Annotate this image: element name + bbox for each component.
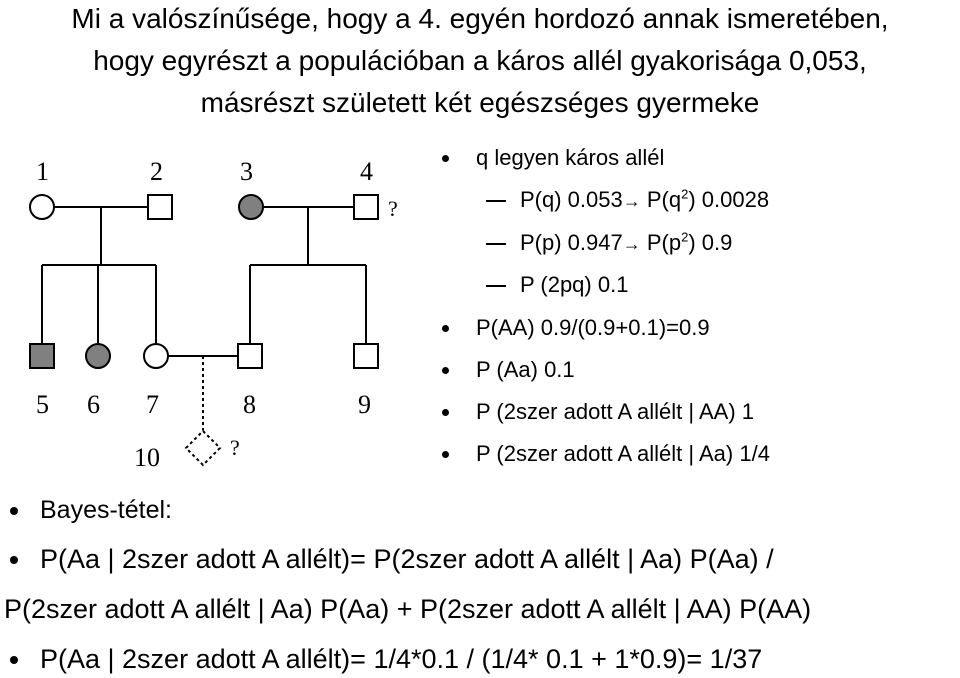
individual-8-male [238, 344, 262, 368]
question-mark-4: ? [388, 196, 398, 221]
label-9: 9 [358, 390, 371, 419]
label-1: 1 [36, 157, 49, 186]
arrow-icon: → [622, 234, 641, 254]
bullet-dot [10, 556, 18, 564]
label-8: 8 [243, 390, 256, 419]
label-5: 5 [36, 390, 49, 419]
bullet-dot [442, 451, 449, 458]
bayes-formula-line-2: P(2szer adott A allélt | Aa) P(Aa) + P(2szer adott A allélt | AA) P(AA) [4, 594, 812, 624]
dash [486, 243, 506, 245]
label-2: 2 [150, 157, 163, 186]
bullet-dot [442, 155, 449, 162]
individual-1-female [30, 195, 54, 219]
individual-6-affected-female [86, 344, 110, 368]
sub-bullet-q: P(q) $0.053\to P(q^2)$ 0.0028 [520, 186, 769, 215]
label-3: 3 [240, 157, 253, 186]
bayes-formula-line-1: P(Aa | 2szer adott A allélt)= P(2szer adott A allélt | Aa) P(Aa) / [40, 542, 774, 576]
individual-9-male [354, 344, 378, 368]
title-line-2: hogy egyrészt a populációban a káros allél gyakorisága 0,053, [93, 45, 867, 76]
arrow-icon: → [622, 191, 641, 211]
bullet-dot [10, 507, 18, 515]
bullet-cond-aa: P (2szer adott A allélt | AA) 1 [476, 398, 754, 426]
dash [486, 285, 506, 287]
bayes-result: P(Aa | 2szer adott A allélt)= 1/4*0.1 / (1/4* 0.1 + 1*0.9)= 1/37 [40, 642, 762, 676]
individual-10-unborn [186, 431, 220, 465]
individual-4-male [354, 195, 378, 219]
sub-bullet-p: P(p) $0.947\to P(p^2)$ 0.9 [520, 229, 732, 258]
bullet-p-aa-hetero: P (Aa) 0.1 [476, 356, 575, 384]
individual-3-affected-female [239, 195, 263, 219]
pedigree-chart [0, 140, 430, 480]
bullet-dot [442, 409, 449, 416]
bullet-dot [10, 656, 18, 664]
question-mark-10: ? [230, 435, 240, 460]
label-4: 4 [360, 157, 373, 186]
bullet-p-aa: P(AA) 0.9/(0.9+0.1)=0.9 [476, 314, 710, 342]
bullet-cond-aa-hetero: P (2szer adott A allélt | Aa) 1/4 [476, 440, 770, 468]
bayes-heading: Bayes-tétel: [40, 493, 172, 527]
label-10: 10 [134, 443, 160, 472]
bullet-dot [442, 367, 449, 374]
label-6: 6 [87, 390, 100, 419]
individual-7-female [144, 344, 168, 368]
individual-2-male [148, 195, 172, 219]
sub-bullet-2pq: P (2pq) 0.1 [520, 271, 628, 299]
label-7: 7 [146, 390, 159, 419]
dash [486, 200, 506, 202]
individual-5-affected-male [30, 344, 54, 368]
bullet-dot [442, 325, 449, 332]
title-line-1: Mi a valószínűsége, hogy a 4. egyén hordozó annak ismeretében, [71, 3, 889, 34]
bullet-q-definition: q legyen káros allél [476, 144, 664, 172]
title-line-3: másrészt született két egészséges gyermeke [200, 87, 760, 118]
